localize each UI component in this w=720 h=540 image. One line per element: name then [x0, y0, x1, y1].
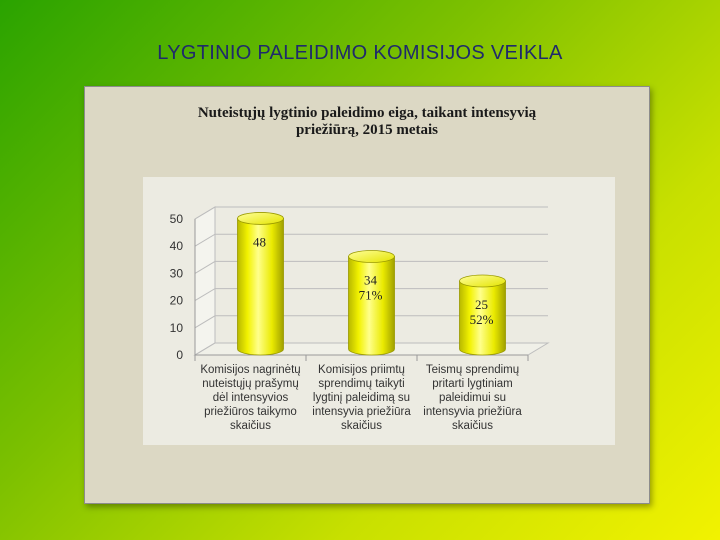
x-category-label: sprendimų taikyti — [318, 378, 405, 390]
x-category-label: skaičius — [341, 420, 382, 432]
side-wall — [195, 207, 215, 355]
chart-panel — [84, 86, 650, 504]
x-category-label: priežiūros taikymo — [204, 406, 297, 418]
x-category-label: intensyvia priežiūra — [423, 406, 522, 418]
x-category-label: Komisijos nagrinėtų — [200, 364, 301, 376]
bar-cylinder-top — [238, 212, 284, 224]
x-category-label: Teismų sprendimų — [425, 364, 520, 376]
slide-title: LYGTINIO PALEIDIMO KOMISIJOS VEIKLA — [157, 42, 563, 64]
bar-cylinder-body — [349, 257, 395, 355]
plot-area — [143, 177, 615, 445]
y-tick-label: 20 — [169, 293, 183, 308]
y-tick-label: 30 — [169, 266, 183, 281]
x-category-label: Komisijos priimtų — [318, 364, 405, 376]
x-category-label: skaičius — [230, 420, 271, 432]
y-tick-label: 0 — [176, 348, 183, 362]
x-category-label: nuteistųjų prašymų — [202, 378, 299, 390]
bar-data-label: 34 — [364, 272, 377, 288]
bar-cylinder-top — [460, 275, 506, 287]
x-category-label: intensyvia priežiūra — [312, 406, 411, 418]
x-category-label: lygtinį paleidimą su — [312, 392, 411, 404]
bar-data-label: 48 — [253, 234, 266, 250]
bar-data-label: 25 — [475, 297, 488, 312]
y-tick-label: 50 — [169, 212, 183, 226]
x-category-label: skaičius — [452, 420, 493, 432]
y-tick-label: 40 — [169, 239, 183, 254]
chart-title-line-1: Nuteistųjų lygtinio paleidimo eiga, taikant intensyvią — [197, 105, 537, 121]
chart-title — [85, 105, 649, 139]
chart-title-line-2: priežiūrą, 2015 metais — [295, 122, 439, 138]
y-tick-label: 10 — [169, 320, 183, 335]
x-category-label: pritarti lygtiniam — [432, 378, 513, 390]
cylinder-bar-chart — [143, 177, 615, 445]
bar-data-label: 71% — [358, 287, 383, 303]
bar-cylinder-top — [349, 251, 395, 263]
x-category-label: dėl intensyvios — [212, 392, 289, 404]
x-category-label: paleidimui su — [438, 392, 507, 404]
bar-data-label: 52% — [469, 312, 494, 327]
